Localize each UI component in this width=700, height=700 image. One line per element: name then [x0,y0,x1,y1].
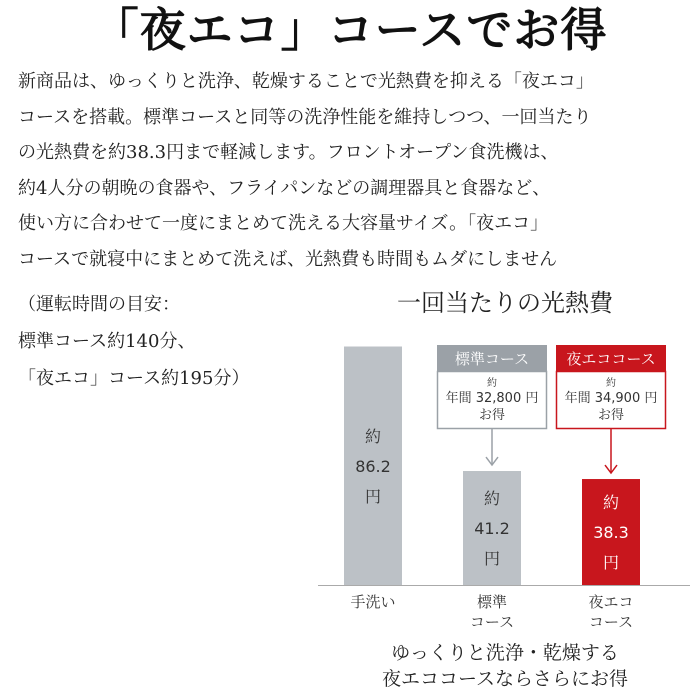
callout-amount: 年間 32,800 円 [445,391,539,406]
page-title: 「夜エコ」コースでお得 [92,3,608,57]
bar-value-prefix: 約 [364,426,382,446]
description-line: コースで就寝中にまとめて洗えば、光熱費も時間もムダにしません [18,248,558,270]
bar-value-prefix: 約 [602,493,620,513]
bar-value-label: 38.3 [593,523,629,543]
caption-line: ゆっくりと洗浄・乾燥する [391,642,619,664]
bar-value-unit: 円 [364,486,382,506]
description-line: 使い方に合わせて一度にまとめて洗える大容量サイズ。「夜エコ」 [18,213,549,234]
callout-suffix: お得 [478,408,506,423]
callout-amount: 年間 34,900 円 [564,391,658,406]
runtime-line: 標準コース約140分、 [18,331,196,352]
x-tick-label: 標準 [476,593,508,611]
callout-prefix: 約 [606,378,616,389]
bar-value-label: 86.2 [355,456,391,476]
callout-prefix: 約 [487,378,497,389]
runtime-line: （運転時間の目安： [18,294,180,315]
chart-caption [318,640,692,692]
runtime-line: 「夜エコ」コース約195分） [18,368,250,389]
description-line: 新商品は、ゆっくりと洗浄、乾燥することで光熱費を抑える「夜エコ」 [18,71,594,92]
x-tick-label: 夜エコ [588,593,634,611]
bar-value-unit: 円 [483,549,501,569]
description-line: の光熱費を約38.3円まで軽減します。フロントオープン食洗機は、 [18,142,559,163]
bar-value-label: 41.2 [474,519,510,539]
bar-value-unit: 円 [602,553,620,573]
callout-header-label: 夜エココース [566,350,656,368]
bar-value-prefix: 約 [483,489,501,509]
description-line: 約4人分の朝晩の食器や、フライパンなどの調理器具と食器など、 [18,177,551,199]
callout-suffix: お得 [597,408,625,423]
description-line: コースを搭載。標準コースと同等の洗浄性能を維持しつつ、一回当たり [18,106,592,128]
caption-line: 夜エココースならさらにお得 [381,668,629,690]
x-tick-label: コース [469,613,515,631]
chart-title: 一回当たりの光熱費 [397,289,613,317]
x-tick-label: コース [588,613,634,631]
callout-header-label: 標準コース [454,350,530,368]
x-tick-label: 手洗い [350,593,396,611]
